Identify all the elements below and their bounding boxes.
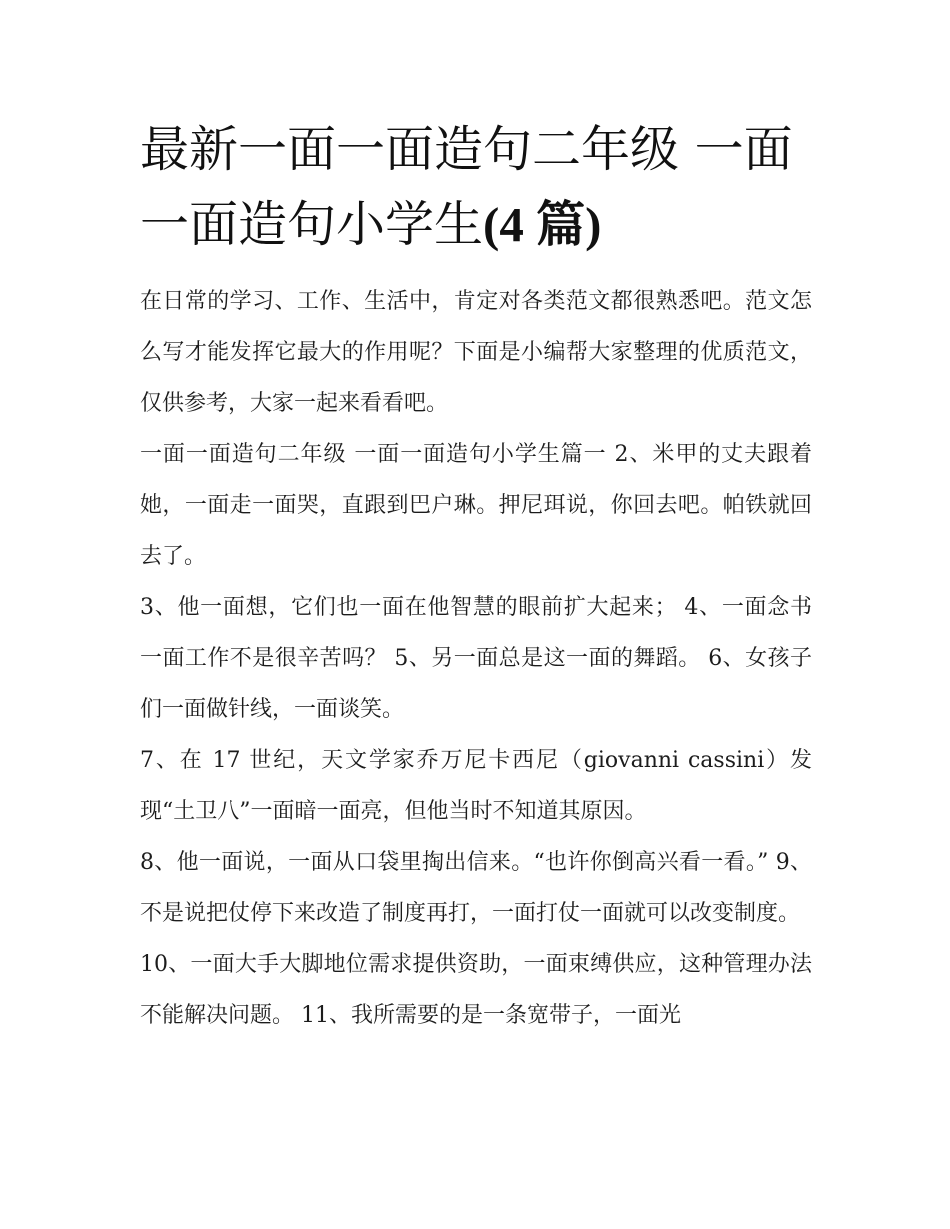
intro-paragraph: 在日常的学习、工作、生活中，肯定对各类范文都很熟悉吧。范文怎么写才能发挥它最大的作用呢？下面是小编帮大家整理的优质范文，仅供参考，大家一起来看看吧。 [140, 289, 812, 416]
sentences-10-11-paragraph: 10、一面大手大脚地位需求提供资助，一面束缚供应，这种管理办法不能解决问题。 11、我所需要的是一条宽带子，一面光 [140, 952, 812, 1028]
document-title [140, 112, 812, 262]
document-body [140, 276, 812, 1041]
document-title-main: 最新一面一面造句二年级 一面一面造句小学生 [140, 121, 793, 253]
sentences-8-9-paragraph: 8、他一面说，一面从口袋里掏出信来。“也许你倒高兴看一看。” 9、不是说把仗停下来改造了制度再打，一面打仗一面就可以改变制度。 [140, 850, 812, 926]
document-title-count: (4 篇) [483, 197, 602, 252]
sentences-3-6-paragraph: 3、他一面想，它们也一面在他智慧的眼前扩大起来； 4、一面念书一面工作不是很辛苦吗？ 5、另一面总是这一面的舞蹈。 6、女孩子们一面做针线，一面谈笑。 [140, 595, 812, 722]
document-page [140, 112, 812, 1041]
sentence-7-paragraph: 7、在 17 世纪，天文学家乔万尼卡西尼（giovanni cassini）发现“土卫八”一面暗一面亮，但他当时不知道其原因。 [140, 748, 812, 824]
section-one-paragraph: 一面一面造句二年级 一面一面造句小学生篇一 2、米甲的丈夫跟着她，一面走一面哭，直跟到巴户琳。押尼珥说，你回去吧。帕铁就回去了。 [140, 442, 812, 569]
